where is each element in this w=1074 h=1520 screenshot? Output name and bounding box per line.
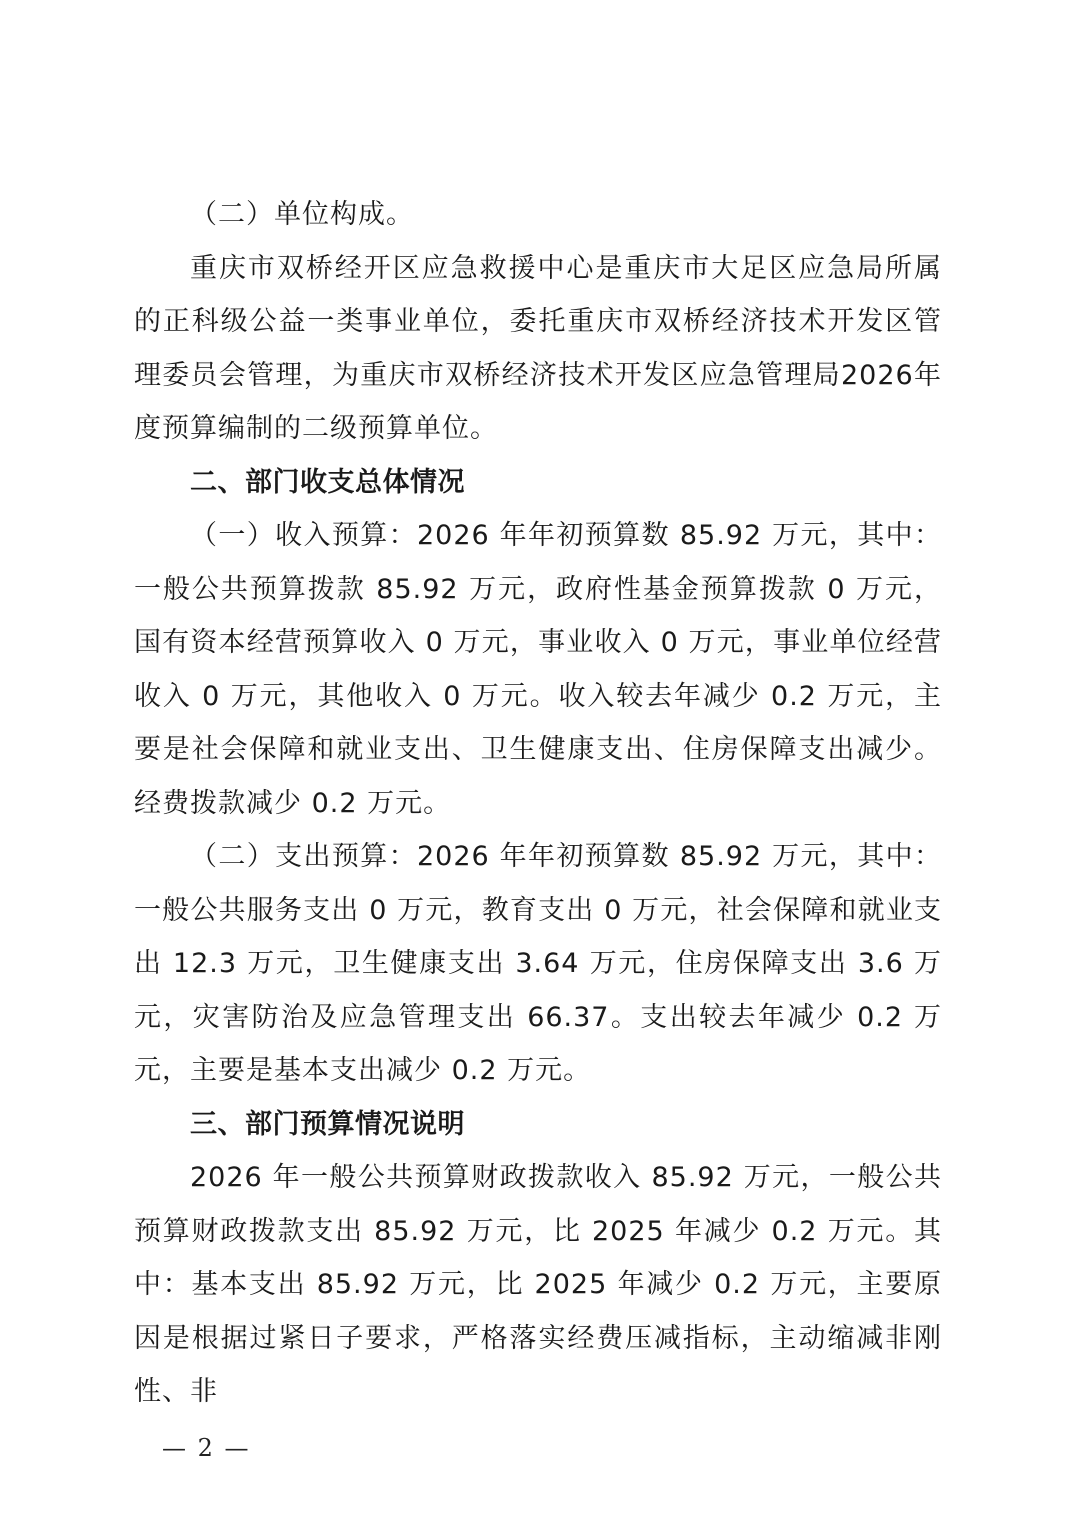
paragraph-fiscal-appropriation: 2026 年一般公共预算财政拨款收入 85.92 万元，一般公共预算财政拨款支出 85.92 万元，比 2025 年减少 0.2 万元。其中：基本支出 85.92 万元，比 2025 年减少 0.2 万元，主要原因是根据过紧日子要求，严格落实经费压减指标，主动缩减非刚性、非 [134, 1162, 942, 1407]
paragraph-expenditure-budget: （二）支出预算：2026 年年初预算数 85.92 万元，其中：一般公共服务支出 0 万元，教育支出 0 万元，社会保障和就业支出 12.3 万元，卫生健康支出 3.64 万元，住房保障支出 3.6 万元，灾害防治及应急管理支出 66.37。支出较去年减少 0.2 万元，主要是基本支出减少 0.2 万元。 [134, 841, 942, 1086]
page-number: — 2 — [162, 1434, 251, 1462]
paragraph-income-budget: （一）收入预算：2026 年年初预算数 85.92 万元，其中：一般公共预算拨款 85.92 万元，政府性基金预算拨款 0 万元，国有资本经营预算收入 0 万元，事业收入 0 万元，事业单位经营收入 0 万元，其他收入 0 万元。收入较去年减少 0.2 万元，主要是社会保障和就业支出、卫生健康支出、住房保障支出减少。经费拨款减少 0.2 万元。 [134, 520, 942, 819]
document-body [134, 188, 942, 1419]
section-heading-budget-overview: 二、部门收支总体情况 [190, 466, 465, 498]
paragraph-unit-composition-heading: （二）单位构成。 [190, 199, 414, 230]
section-heading-budget-explanation: 三、部门预算情况说明 [190, 1108, 465, 1140]
paragraph-unit-description: 重庆市双桥经开区应急救援中心是重庆市大足区应急局所属的正科级公益一类事业单位，委托重庆市双桥经济技术开发区管理委员会管理，为重庆市双桥经济技术开发区应急管理局2026年度预算编制的二级预算单位。 [134, 252, 942, 444]
